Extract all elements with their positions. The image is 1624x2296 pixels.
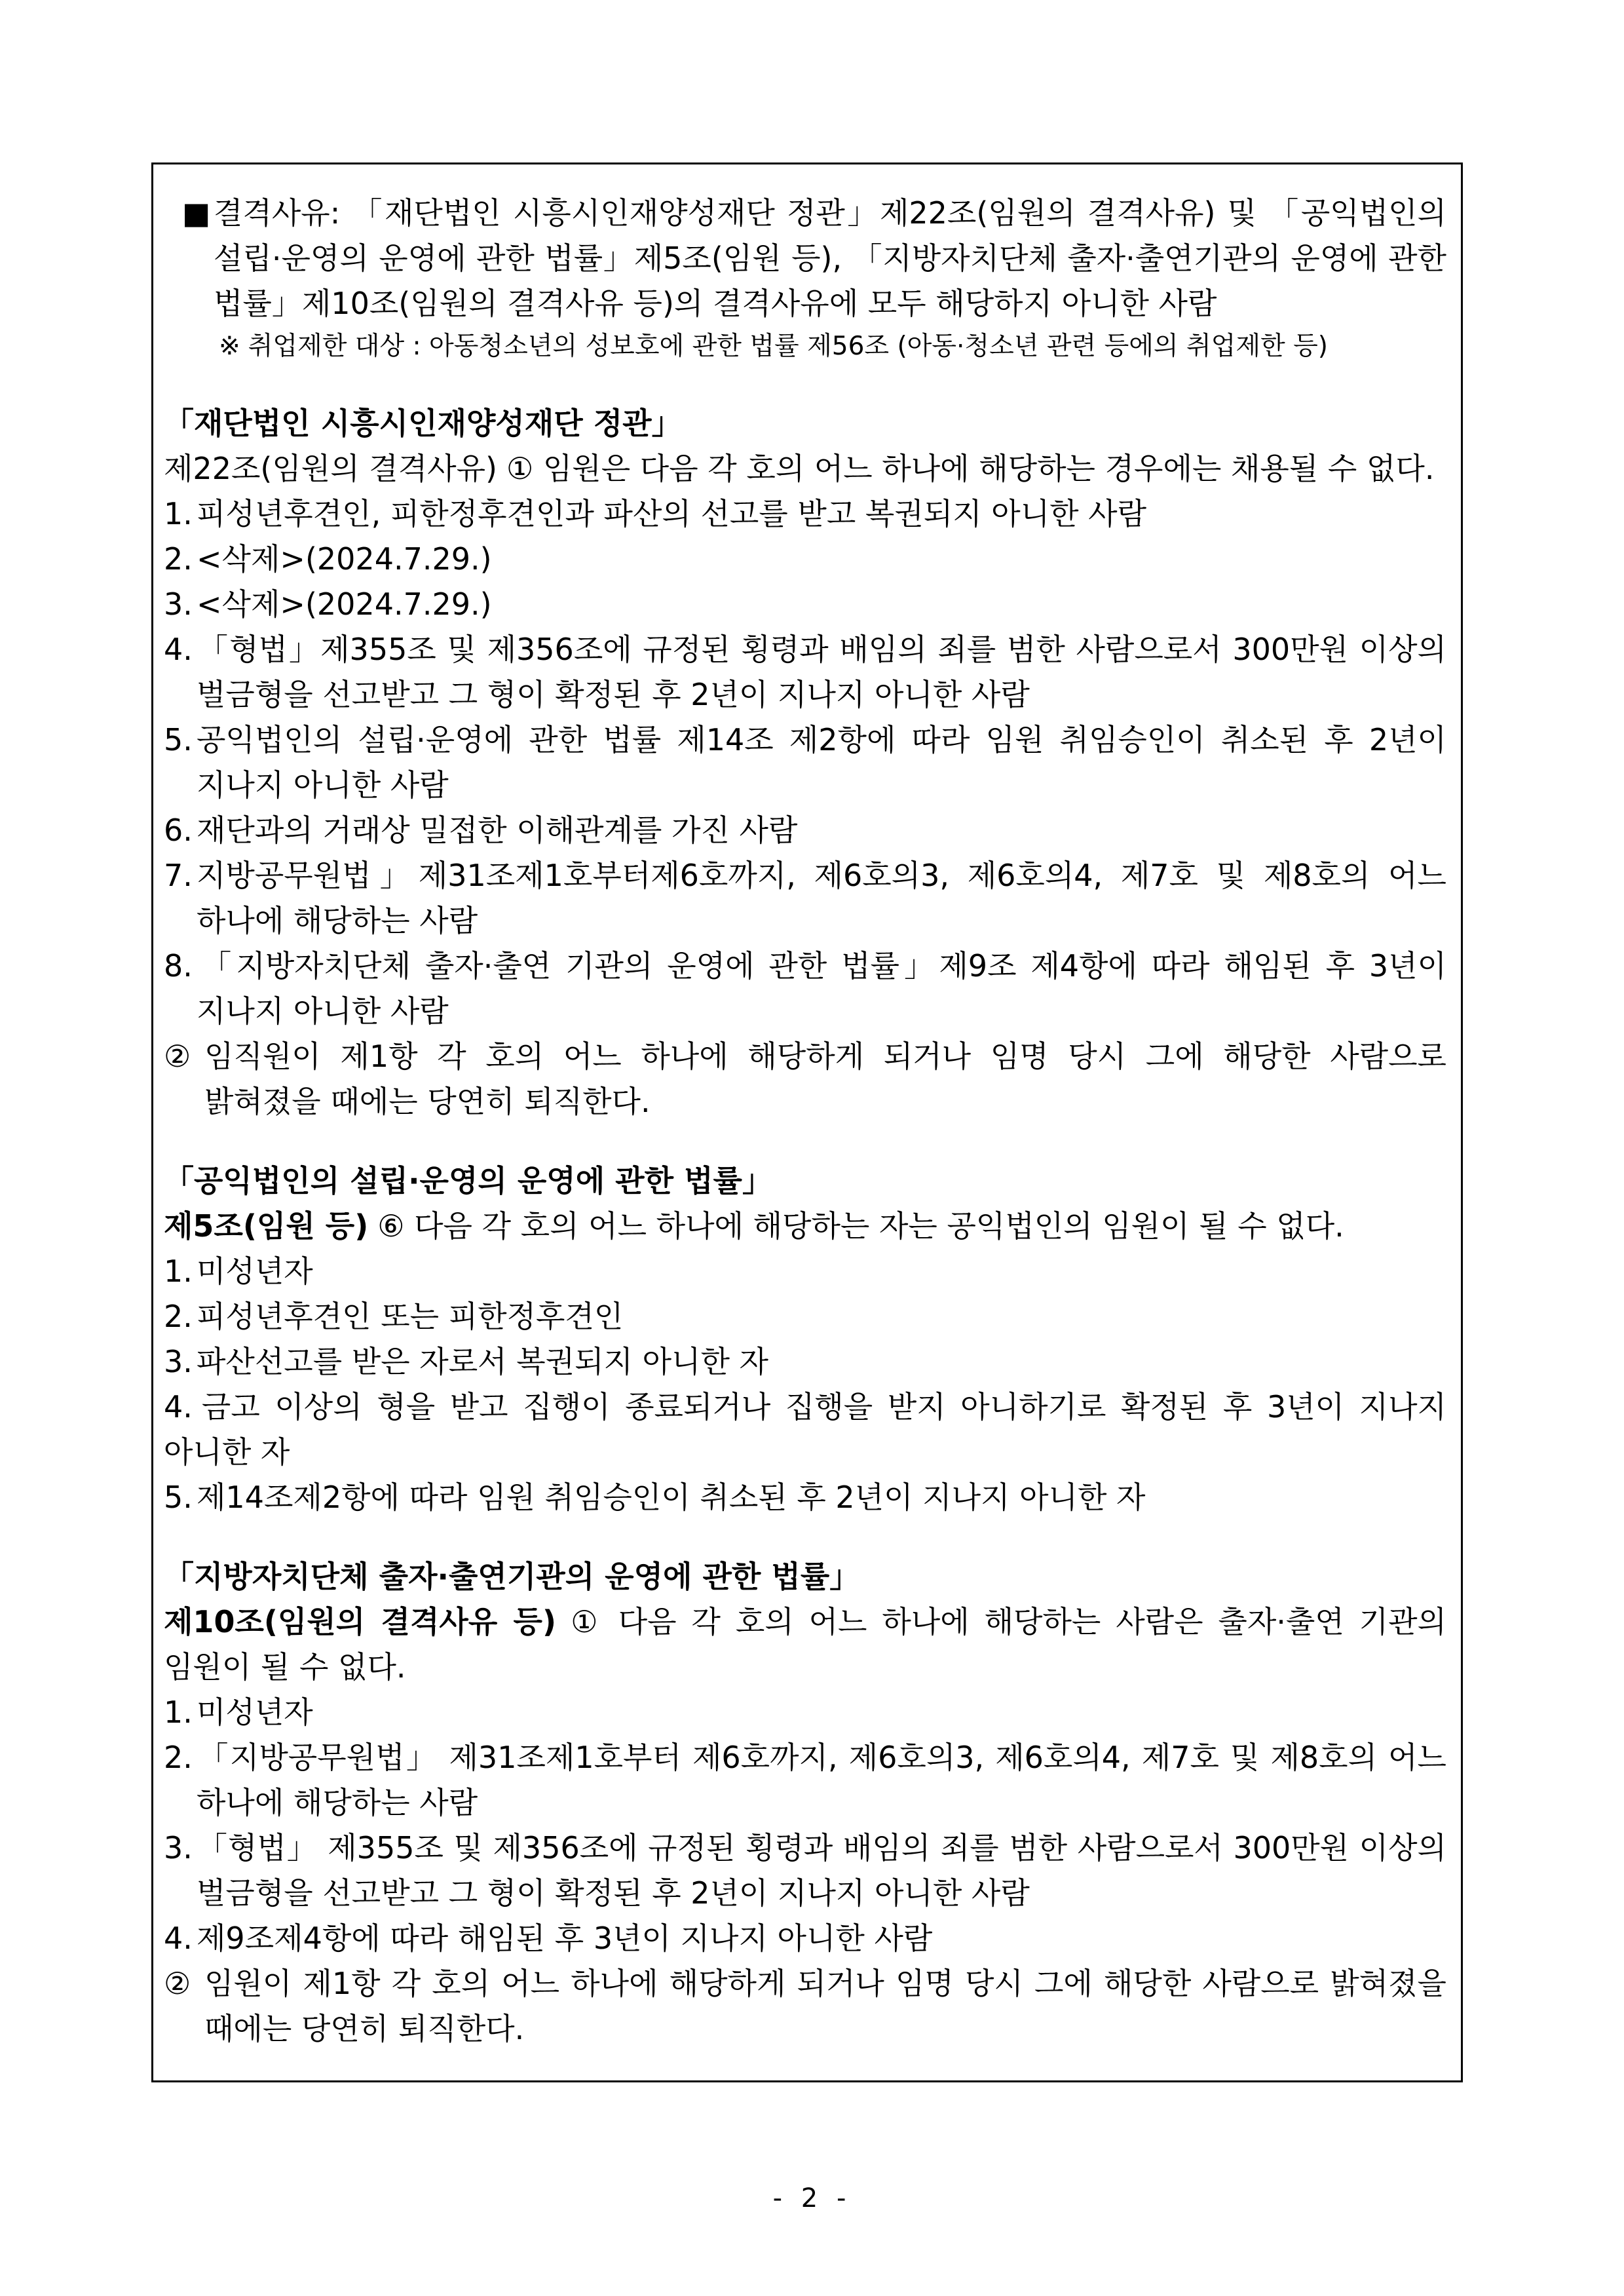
article-22-paragraph-2: [164, 1034, 1446, 1124]
section-foundation-articles: [164, 401, 1446, 1124]
item-number: 3.: [164, 586, 193, 622]
article-22-paragraph-2-text: 임직원이 제1항 각 호의 어느 하나에 해당하게 되거나 임명 당시 그에 해당한 사람으로 밝혀졌을 때에는 당연히 퇴직한다.: [204, 1039, 1446, 1120]
circled-two-marker: ②: [164, 1966, 191, 2002]
article-10-intro-text: ① 다음 각 호의 어느 하나에 해당하는 사람은 출자·출연 기관의 임원이 될 수 없다.: [164, 1604, 1446, 1685]
section-public-interest-corporation-act: [164, 1158, 1446, 1520]
item-text: 파산선고를 받은 자로서 복권되지 아니한 자: [197, 1344, 768, 1380]
item-text: 제9조제4항에 따라 해임된 후 3년이 지나지 아니한 사람: [197, 1921, 933, 1957]
square-bullet-icon: ■: [182, 195, 211, 231]
article-5-intro: [164, 1204, 1446, 1249]
article-5-intro-text: ⑥ 다음 각 호의 어느 하나에 해당하는 자는 공익법인의 임원이 될 수 없다.: [377, 1208, 1344, 1244]
page-number: - 2 -: [772, 2183, 852, 2213]
employment-restriction-note-text: 취업제한 대상 : 아동청소년의 성보호에 관한 법률 제56조 (아동·청소년 관련 등에의 취업제한 등): [248, 332, 1328, 361]
list-item: [164, 1826, 1446, 1916]
item-number: 2.: [164, 541, 193, 577]
list-item: [164, 537, 1446, 582]
list-item: [164, 491, 1446, 537]
item-number: 1.: [164, 1253, 193, 1290]
list-item: [164, 808, 1446, 853]
list-item: [164, 1385, 1446, 1475]
list-item: [164, 853, 1446, 944]
item-text: 피성년후견인, 피한정후견인과 파산의 선고를 받고 복권되지 아니한 사람: [197, 496, 1147, 532]
item-text: 지방공무원법」제31조제1호부터제6호까지, 제6호의3, 제6호의4, 제7호 및 제8호의 어느 하나에 해당하는 사람: [197, 858, 1446, 939]
section-title: 「공익법인의 설립·운영의 운영에 관한 법률」: [164, 1163, 772, 1199]
disqualification-summary: [182, 191, 1446, 326]
item-number: 4.: [164, 632, 193, 668]
employment-restriction-note: [219, 326, 1446, 367]
item-text: 「형법」제355조 및 제356조에 규정된 횡령과 배임의 죄를 범한 사람으로서 300만원 이상의 벌금형을 선고받고 그 형이 확정된 후 2년이 지나지 아니한 사람: [197, 632, 1446, 713]
notice-box: [151, 163, 1463, 2082]
reference-mark-icon: ※: [219, 332, 240, 361]
article-10-paragraph-2-text: 임원이 제1항 각 호의 어느 하나에 해당하게 되거나 임명 당시 그에 해당한 사람으로 밝혀졌을 때에는 당연히 퇴직한다.: [204, 1966, 1446, 2047]
article-22-lead: 제22조(임원의 결격사유): [164, 451, 497, 487]
list-item: [164, 944, 1446, 1034]
disqualification-summary-text: 결격사유: 「재단법인 시흥시인재양성재단 정관」제22조(임원의 결격사유) 및 「공익법인의 설립·운영의 운영에 관한 법률」제5조(임원 등), 「지방자치단체 출자·출연기관의 운영에 관한 법률」제10조(임원의 결격사유 등)의 결격사유에 모두 해당하지 아니한 사람: [214, 195, 1446, 321]
article-22-intro: [164, 446, 1446, 491]
item-number: 3.: [164, 1344, 193, 1380]
item-text: 재단과의 거래상 밀접한 이해관계를 가진 사람: [197, 813, 798, 849]
item-text: <삭제>(2024.7.29.): [197, 586, 492, 622]
article-5-lead: 제5조(임원 등): [164, 1208, 369, 1244]
item-text: 미성년자: [197, 1694, 313, 1731]
item-number: 7.: [164, 858, 193, 894]
list-item: [164, 1916, 1446, 1961]
item-text: 공익법인의 설립·운영에 관한 법률 제14조 제2항에 따라 임원 취임승인이 취소된 후 2년이 지나지 아니한 사람: [197, 722, 1446, 803]
list-item: [164, 718, 1446, 808]
item-text: 제14조제2항에 따라 임원 취임승인이 취소된 후 2년이 지나지 아니한 자: [197, 1480, 1146, 1516]
section-title: 「재단법인 시흥시인재양성재단 정관」: [164, 406, 682, 442]
item-number: 5.: [164, 722, 193, 758]
item-number: 4.: [164, 1921, 193, 1957]
list-item: [164, 1735, 1446, 1826]
article-10-lead: 제10조(임원의 결격사유 등): [164, 1604, 557, 1640]
article-22-intro-text: ① 임원은 다음 각 호의 어느 하나에 해당하는 경우에는 채용될 수 없다.: [506, 451, 1435, 487]
list-item: [164, 1690, 1446, 1735]
item-text: 「지방공무원법」 제31조제1호부터 제6호까지, 제6호의3, 제6호의4, 제7호 및 제8호의 어느 하나에 해당하는 사람: [197, 1740, 1446, 1821]
list-item: [164, 1294, 1446, 1339]
item-number: 5.: [164, 1480, 193, 1516]
item-number: 6.: [164, 813, 193, 849]
item-number: 1.: [164, 1694, 193, 1731]
item-number: 4.: [164, 1389, 193, 1425]
list-item: [164, 1475, 1446, 1520]
item-number: 1.: [164, 496, 193, 532]
list-item: [164, 627, 1446, 718]
item-number: 8.: [164, 948, 193, 984]
list-item: [164, 582, 1446, 627]
item-text: <삭제>(2024.7.29.): [197, 541, 492, 577]
item-number: 2.: [164, 1299, 193, 1335]
item-text: 금고 이상의 형을 받고 집행이 종료되거나 집행을 받지 아니하기로 확정된 후 3년이 지나지 아니한 자: [164, 1389, 1446, 1470]
section-local-government-institutions-act: [164, 1554, 1446, 2052]
list-item: [164, 1339, 1446, 1385]
item-text: 미성년자: [197, 1253, 313, 1290]
item-text: 「지방자치단체 출자·출연 기관의 운영에 관한 법률」제9조 제4항에 따라 해임된 후 3년이 지나지 아니한 사람: [197, 948, 1446, 1029]
list-item: [164, 1249, 1446, 1294]
circled-two-marker: ②: [164, 1039, 191, 1075]
section-title: 「지방자치단체 출자·출연기관의 운영에 관한 법률」: [164, 1559, 860, 1595]
item-number: 3.: [164, 1830, 193, 1866]
item-text: 피성년후견인 또는 피한정후견인: [197, 1299, 624, 1335]
article-10-intro: [164, 1599, 1446, 1690]
item-text: 「형법」 제355조 및 제356조에 규정된 횡령과 배임의 죄를 범한 사람으로서 300만원 이상의 벌금형을 선고받고 그 형이 확정된 후 2년이 지나지 아니한 사람: [197, 1830, 1446, 1911]
item-number: 2.: [164, 1740, 193, 1776]
article-10-paragraph-2: [164, 1961, 1446, 2052]
